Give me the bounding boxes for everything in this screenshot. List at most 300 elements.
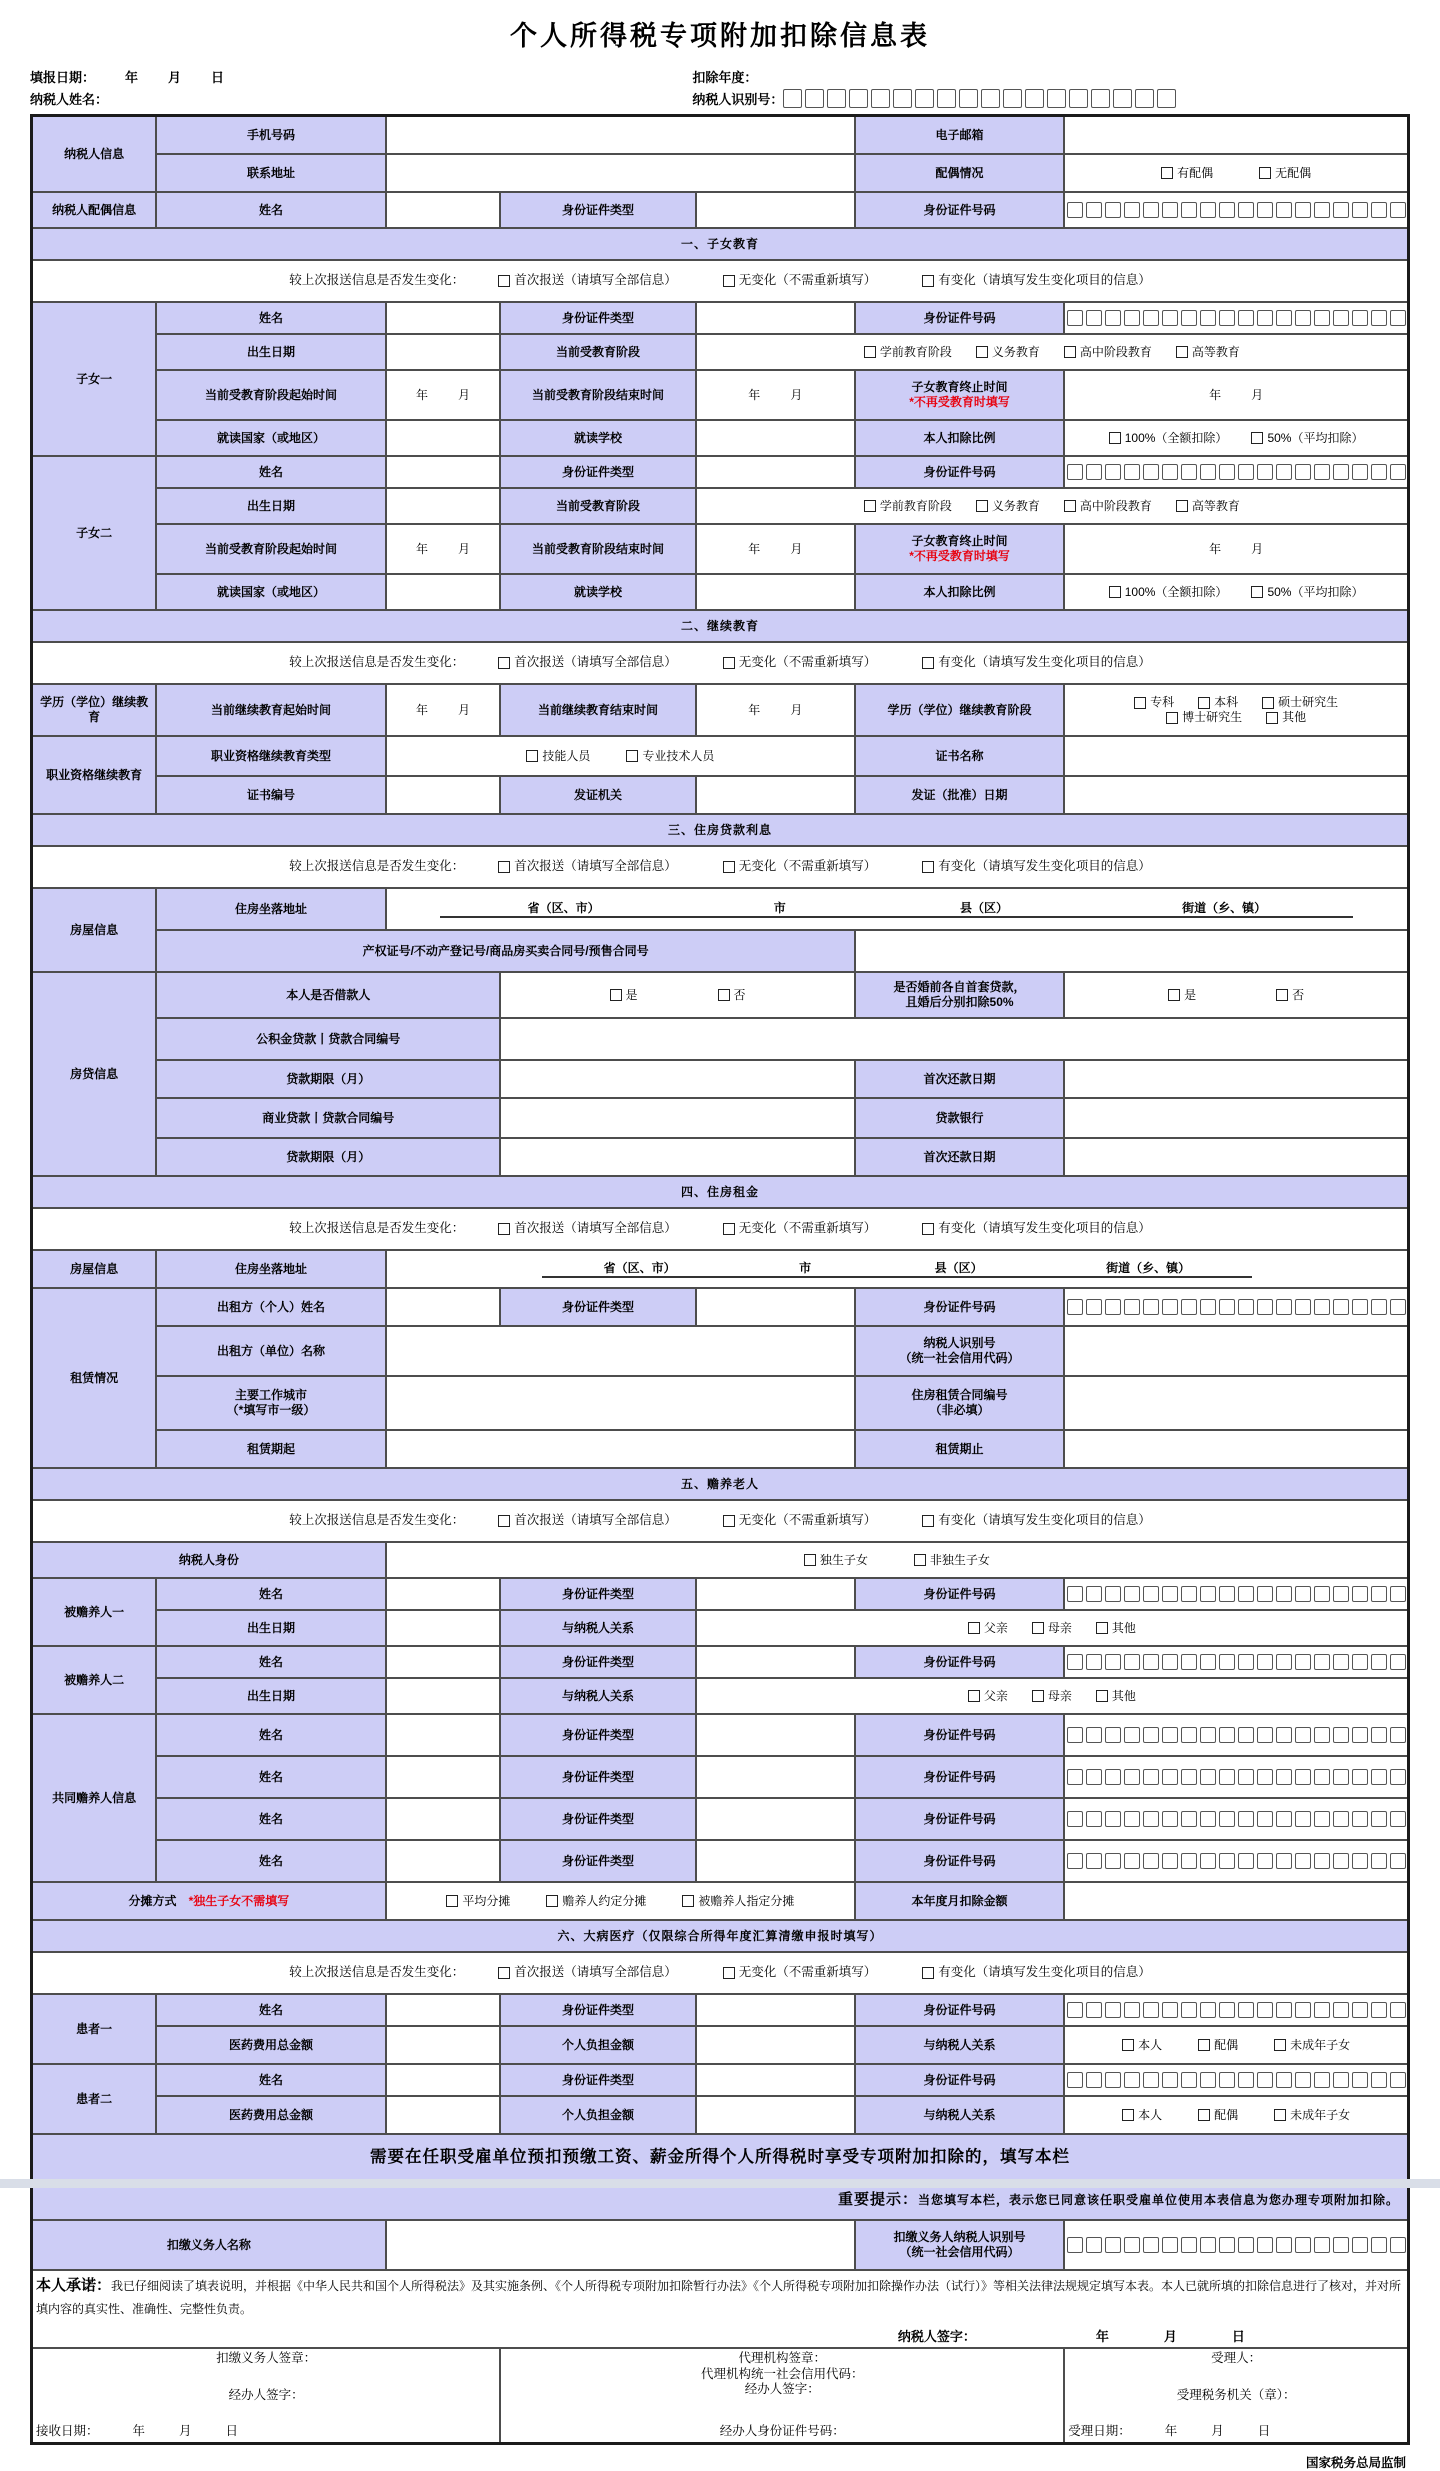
checkbox-option[interactable] xyxy=(864,499,952,514)
checkbox-option[interactable] xyxy=(1262,695,1338,710)
id-checkbox[interactable] xyxy=(1143,1299,1159,1315)
id-checkbox[interactable] xyxy=(1238,1769,1254,1785)
id-checkbox[interactable] xyxy=(1257,1299,1273,1315)
id-checkbox[interactable] xyxy=(1067,2237,1083,2253)
id-checkbox[interactable] xyxy=(1124,1586,1140,1602)
input-loan-bank[interactable] xyxy=(1064,1098,1408,1138)
input-issue-date[interactable] xyxy=(1064,776,1408,814)
id-checkbox[interactable] xyxy=(1257,1727,1273,1743)
id-checkbox[interactable] xyxy=(1162,1654,1178,1670)
id-checkbox[interactable] xyxy=(1276,2002,1292,2018)
id-checkbox[interactable] xyxy=(1200,202,1216,218)
id-checkbox[interactable] xyxy=(1067,1299,1083,1315)
id-checkbox[interactable] xyxy=(1086,464,1102,480)
id-checkbox[interactable] xyxy=(1371,310,1387,326)
id-checkbox[interactable] xyxy=(1276,310,1292,326)
id-checkbox[interactable] xyxy=(1219,1654,1235,1670)
id-checkbox[interactable] xyxy=(1181,1769,1197,1785)
id-checkbox[interactable] xyxy=(1390,1586,1406,1602)
id-checkbox[interactable] xyxy=(1181,2002,1197,2018)
id-checkbox[interactable] xyxy=(1352,1299,1368,1315)
input-issuer[interactable] xyxy=(696,776,855,814)
id-checkbox[interactable] xyxy=(1238,202,1254,218)
id-checkbox[interactable] xyxy=(1276,1654,1292,1670)
id-checkbox[interactable] xyxy=(1295,1586,1311,1602)
input-pat1-id-type[interactable] xyxy=(696,1994,855,2026)
id-checkbox[interactable] xyxy=(1390,1853,1406,1869)
checkbox-option[interactable] xyxy=(1064,499,1152,514)
id-checkbox[interactable] xyxy=(1181,202,1197,218)
id-checkbox[interactable] xyxy=(1162,464,1178,480)
id-checkbox[interactable] xyxy=(1371,1769,1387,1785)
checkbox-option[interactable] xyxy=(498,655,677,671)
id-checkbox[interactable] xyxy=(1181,1586,1197,1602)
id-checkbox[interactable] xyxy=(1295,464,1311,480)
id-number-boxes[interactable] xyxy=(1068,2237,1404,2253)
checkbox-option[interactable] xyxy=(1109,431,1228,446)
id-checkbox[interactable] xyxy=(1371,1654,1387,1670)
id-checkbox[interactable] xyxy=(1314,1769,1330,1785)
id-checkbox[interactable] xyxy=(1124,1853,1140,1869)
input-child2-stage-end[interactable]: 年 月 xyxy=(696,524,855,574)
input-lease-end[interactable] xyxy=(1064,1430,1408,1468)
checkbox-option[interactable] xyxy=(1122,2108,1162,2123)
id-checkbox[interactable] xyxy=(1124,202,1140,218)
checkbox-option[interactable] xyxy=(1096,1621,1136,1636)
id-checkbox[interactable] xyxy=(1238,2002,1254,2018)
id-checkbox[interactable] xyxy=(1181,2237,1197,2253)
id-checkbox[interactable] xyxy=(1003,89,1022,108)
id-checkbox[interactable] xyxy=(1105,2072,1121,2088)
input-landlord-person[interactable] xyxy=(386,1288,500,1326)
agency-signature-cell[interactable] xyxy=(500,2348,1064,2443)
input-child1-stage-end[interactable]: 年 月 xyxy=(696,370,855,420)
id-checkbox[interactable] xyxy=(1238,464,1254,480)
id-checkbox[interactable] xyxy=(1333,1811,1349,1827)
id-checkbox[interactable] xyxy=(1105,202,1121,218)
id-checkbox[interactable] xyxy=(1067,2072,1083,2088)
input-first-repay-2[interactable] xyxy=(1064,1138,1408,1176)
checkbox-option[interactable] xyxy=(922,1513,1151,1529)
id-checkbox[interactable] xyxy=(1390,464,1406,480)
input-pat2-name[interactable] xyxy=(386,2064,500,2096)
id-checkbox[interactable] xyxy=(1238,1654,1254,1670)
id-number-boxes[interactable] xyxy=(1068,1769,1404,1785)
id-checkbox[interactable] xyxy=(1371,464,1387,480)
id-checkbox[interactable] xyxy=(1238,2237,1254,2253)
id-number-boxes[interactable] xyxy=(1068,1853,1404,1869)
id-checkbox[interactable] xyxy=(1371,1586,1387,1602)
checkbox-option[interactable] xyxy=(968,1689,1008,1704)
input-fund-loan[interactable] xyxy=(500,1018,1408,1060)
checkbox-option[interactable] xyxy=(1198,2038,1238,2053)
checkbox-option[interactable] xyxy=(1276,988,1304,1003)
id-checkbox[interactable] xyxy=(1276,464,1292,480)
id-number-boxes[interactable] xyxy=(1068,310,1404,326)
checkbox-option[interactable] xyxy=(723,1965,877,1981)
id-checkbox[interactable] xyxy=(1124,1299,1140,1315)
id-checkbox[interactable] xyxy=(1295,310,1311,326)
id-checkbox[interactable] xyxy=(1257,1654,1273,1670)
id-checkbox[interactable] xyxy=(1295,2072,1311,2088)
id-checkbox[interactable] xyxy=(1333,1654,1349,1670)
id-checkbox[interactable] xyxy=(1371,1727,1387,1743)
id-checkbox[interactable] xyxy=(1105,1299,1121,1315)
input-joint4-id-type[interactable] xyxy=(696,1840,855,1882)
id-checkbox[interactable] xyxy=(1333,1299,1349,1315)
acceptor-signature-cell[interactable] xyxy=(1064,2348,1408,2443)
id-checkbox[interactable] xyxy=(1086,1586,1102,1602)
id-checkbox[interactable] xyxy=(1105,310,1121,326)
checkbox-option[interactable] xyxy=(804,1553,868,1568)
id-checkbox[interactable] xyxy=(1162,2072,1178,2088)
checkbox-option[interactable] xyxy=(976,345,1040,360)
id-checkbox[interactable] xyxy=(1390,2002,1406,2018)
id-checkbox[interactable] xyxy=(1314,2237,1330,2253)
id-checkbox[interactable] xyxy=(849,89,868,108)
id-checkbox[interactable] xyxy=(1143,1727,1159,1743)
id-checkbox[interactable] xyxy=(1105,464,1121,480)
checkbox-option[interactable] xyxy=(914,1553,990,1568)
checkbox-option[interactable] xyxy=(976,499,1040,514)
id-checkbox[interactable] xyxy=(1086,2237,1102,2253)
checkbox-option[interactable] xyxy=(1259,166,1311,181)
id-checkbox[interactable] xyxy=(981,89,1000,108)
id-checkbox[interactable] xyxy=(1219,1727,1235,1743)
id-checkbox[interactable] xyxy=(1352,310,1368,326)
id-checkbox[interactable] xyxy=(1113,89,1132,108)
id-checkbox[interactable] xyxy=(1105,1811,1121,1827)
id-number-boxes[interactable] xyxy=(1068,2072,1404,2088)
id-checkbox[interactable] xyxy=(1314,464,1330,480)
id-checkbox[interactable] xyxy=(1086,2002,1102,2018)
checkbox-option[interactable] xyxy=(446,1894,510,1909)
id-checkbox[interactable] xyxy=(1143,464,1159,480)
id-checkbox[interactable] xyxy=(1390,2072,1406,2088)
id-checkbox[interactable] xyxy=(1257,1853,1273,1869)
checkbox-option[interactable] xyxy=(922,859,1151,875)
id-checkbox[interactable] xyxy=(1390,1299,1406,1315)
id-checkbox[interactable] xyxy=(1314,2002,1330,2018)
checkbox-option[interactable] xyxy=(1096,1689,1136,1704)
id-checkbox[interactable] xyxy=(805,89,824,108)
checkbox-option[interactable] xyxy=(1198,695,1238,710)
checkbox-option[interactable] xyxy=(610,988,638,1003)
input-joint3-name[interactable] xyxy=(386,1798,500,1840)
id-checkbox[interactable] xyxy=(1352,202,1368,218)
input-child2-edu-stop[interactable]: 年 月 xyxy=(1064,524,1408,574)
id-checkbox[interactable] xyxy=(1086,202,1102,218)
input-child2-name[interactable] xyxy=(386,456,500,488)
id-checkbox[interactable] xyxy=(1181,1654,1197,1670)
id-checkbox[interactable] xyxy=(1219,2072,1235,2088)
checkbox-option[interactable] xyxy=(723,655,877,671)
id-checkbox[interactable] xyxy=(1067,2002,1083,2018)
id-checkbox[interactable] xyxy=(1105,2002,1121,2018)
id-checkbox[interactable] xyxy=(1295,202,1311,218)
id-checkbox[interactable] xyxy=(1390,1769,1406,1785)
id-checkbox[interactable] xyxy=(1238,2072,1254,2088)
input-child1-stage-start[interactable]: 年 月 xyxy=(386,370,500,420)
id-checkbox[interactable] xyxy=(1371,1853,1387,1869)
input-pat2-id-type[interactable] xyxy=(696,2064,855,2096)
id-checkbox[interactable] xyxy=(1390,1727,1406,1743)
id-checkbox[interactable] xyxy=(1257,1769,1273,1785)
id-checkbox[interactable] xyxy=(1276,1299,1292,1315)
id-checkbox[interactable] xyxy=(1352,1811,1368,1827)
id-checkbox[interactable] xyxy=(1181,1299,1197,1315)
id-checkbox[interactable] xyxy=(1352,2072,1368,2088)
id-checkbox[interactable] xyxy=(1086,1811,1102,1827)
id-checkbox[interactable] xyxy=(1238,1586,1254,1602)
id-checkbox[interactable] xyxy=(827,89,846,108)
id-checkbox[interactable] xyxy=(1143,1769,1159,1785)
checkbox-option[interactable] xyxy=(922,1221,1151,1237)
id-checkbox[interactable] xyxy=(1047,89,1066,108)
input-cert-name[interactable] xyxy=(1064,736,1408,776)
checkbox-option[interactable] xyxy=(682,1894,794,1909)
checkbox-option[interactable] xyxy=(723,273,877,289)
input-pat2-total[interactable] xyxy=(386,2096,500,2134)
id-checkbox[interactable] xyxy=(1352,464,1368,480)
id-checkbox[interactable] xyxy=(1069,89,1088,108)
id-checkbox[interactable] xyxy=(1124,1811,1140,1827)
id-checkbox[interactable] xyxy=(1200,1727,1216,1743)
checkbox-option[interactable] xyxy=(922,655,1151,671)
id-checkbox[interactable] xyxy=(1219,2237,1235,2253)
id-checkbox[interactable] xyxy=(1124,1769,1140,1785)
id-checkbox[interactable] xyxy=(1314,1811,1330,1827)
checkbox-option[interactable] xyxy=(1251,431,1363,446)
id-checkbox[interactable] xyxy=(1200,2072,1216,2088)
id-checkbox[interactable] xyxy=(1295,2237,1311,2253)
id-checkbox[interactable] xyxy=(1086,1299,1102,1315)
input-dep1-name[interactable] xyxy=(386,1578,500,1610)
checkbox-option[interactable] xyxy=(526,749,590,764)
input-child2-id-type[interactable] xyxy=(696,456,855,488)
checkbox-option[interactable] xyxy=(1274,2038,1350,2053)
id-checkbox[interactable] xyxy=(1276,1586,1292,1602)
input-rent-addr[interactable]: 省（区、市） 市 县（区） 街道（乡、镇） xyxy=(386,1250,1409,1288)
id-checkbox[interactable] xyxy=(1371,2237,1387,2253)
input-child1-id-type[interactable] xyxy=(696,302,855,334)
checkbox-option[interactable] xyxy=(1064,345,1152,360)
checkbox-option[interactable] xyxy=(498,1513,677,1529)
checkbox-option[interactable] xyxy=(1168,988,1196,1003)
input-dep1-birth[interactable] xyxy=(386,1610,500,1646)
id-checkbox[interactable] xyxy=(1200,1299,1216,1315)
checkbox-option[interactable] xyxy=(723,1221,877,1237)
input-commercial-loan[interactable] xyxy=(500,1098,855,1138)
id-checkbox[interactable] xyxy=(937,89,956,108)
id-checkbox[interactable] xyxy=(1067,464,1083,480)
id-checkbox[interactable] xyxy=(1105,1853,1121,1869)
id-checkbox[interactable] xyxy=(1105,1654,1121,1670)
id-checkbox[interactable] xyxy=(1238,1299,1254,1315)
id-checkbox[interactable] xyxy=(1162,1811,1178,1827)
id-checkbox[interactable] xyxy=(1390,1811,1406,1827)
id-checkbox[interactable] xyxy=(1086,310,1102,326)
input-child1-edu-stop[interactable]: 年 月 xyxy=(1064,370,1408,420)
id-checkbox[interactable] xyxy=(1181,1727,1197,1743)
id-number-boxes[interactable] xyxy=(1068,1299,1404,1315)
id-number-boxes[interactable] xyxy=(1068,1811,1404,1827)
input-child2-school[interactable] xyxy=(696,574,855,610)
id-checkbox[interactable] xyxy=(1143,1586,1159,1602)
id-checkbox[interactable] xyxy=(1200,1586,1216,1602)
checkbox-option[interactable] xyxy=(498,273,677,289)
id-checkbox[interactable] xyxy=(1314,1586,1330,1602)
id-checkbox[interactable] xyxy=(1200,310,1216,326)
id-checkbox[interactable] xyxy=(1162,1853,1178,1869)
input-lease-start[interactable] xyxy=(386,1430,855,1468)
checkbox-option[interactable] xyxy=(718,988,746,1003)
id-checkbox[interactable] xyxy=(1124,2002,1140,2018)
checkbox-option[interactable] xyxy=(1274,2108,1350,2123)
id-checkbox[interactable] xyxy=(1257,464,1273,480)
checkbox-option[interactable] xyxy=(1176,499,1240,514)
id-checkbox[interactable] xyxy=(871,89,890,108)
id-checkbox[interactable] xyxy=(1295,1811,1311,1827)
id-checkbox[interactable] xyxy=(1105,1586,1121,1602)
id-checkbox[interactable] xyxy=(1219,310,1235,326)
id-checkbox[interactable] xyxy=(1371,2072,1387,2088)
id-checkbox[interactable] xyxy=(1067,1654,1083,1670)
id-checkbox[interactable] xyxy=(1086,1654,1102,1670)
id-checkbox[interactable] xyxy=(1143,1853,1159,1869)
id-checkbox[interactable] xyxy=(1371,1811,1387,1827)
id-checkbox[interactable] xyxy=(1371,202,1387,218)
input-loan-term-1[interactable] xyxy=(500,1060,855,1098)
input-cont-edu-start[interactable]: 年 月 xyxy=(386,684,500,736)
input-child1-school[interactable] xyxy=(696,420,855,456)
id-checkbox[interactable] xyxy=(1200,1853,1216,1869)
input-pat1-total[interactable] xyxy=(386,2026,500,2064)
id-checkbox[interactable] xyxy=(783,89,802,108)
checkbox-option[interactable] xyxy=(723,859,877,875)
id-checkbox[interactable] xyxy=(1219,464,1235,480)
id-checkbox[interactable] xyxy=(1238,1853,1254,1869)
checkbox-option[interactable] xyxy=(1032,1621,1072,1636)
id-checkbox[interactable] xyxy=(1257,310,1273,326)
id-checkbox[interactable] xyxy=(1333,2002,1349,2018)
input-joint2-name[interactable] xyxy=(386,1756,500,1798)
id-checkbox[interactable] xyxy=(1124,1727,1140,1743)
checkbox-option[interactable] xyxy=(498,1965,677,1981)
id-checkbox[interactable] xyxy=(1333,1769,1349,1785)
id-checkbox[interactable] xyxy=(1219,1769,1235,1785)
id-checkbox[interactable] xyxy=(1295,1853,1311,1869)
input-cont-edu-end[interactable]: 年 月 xyxy=(696,684,855,736)
input-work-city[interactable] xyxy=(386,1376,855,1430)
input-child2-country[interactable] xyxy=(386,574,500,610)
id-checkbox[interactable] xyxy=(1276,1853,1292,1869)
input-joint3-id-type[interactable] xyxy=(696,1798,855,1840)
taxpayer-id-boxes[interactable] xyxy=(783,89,1176,108)
id-checkbox[interactable] xyxy=(1257,1811,1273,1827)
id-checkbox[interactable] xyxy=(1390,202,1406,218)
id-checkbox[interactable] xyxy=(1295,1769,1311,1785)
id-checkbox[interactable] xyxy=(1162,1586,1178,1602)
id-checkbox[interactable] xyxy=(1086,1727,1102,1743)
input-loan-addr[interactable]: 省（区、市） 市 县（区） 街道（乡、镇） xyxy=(386,888,1409,930)
id-checkbox[interactable] xyxy=(1238,310,1254,326)
id-checkbox[interactable] xyxy=(1181,2072,1197,2088)
id-checkbox[interactable] xyxy=(1200,2002,1216,2018)
id-checkbox[interactable] xyxy=(1276,202,1292,218)
id-checkbox[interactable] xyxy=(1067,202,1083,218)
id-checkbox[interactable] xyxy=(1352,1727,1368,1743)
id-checkbox[interactable] xyxy=(1257,2237,1273,2253)
checkbox-option[interactable] xyxy=(498,1221,677,1237)
checkbox-option[interactable] xyxy=(922,1965,1151,1981)
checkbox-option[interactable] xyxy=(1251,585,1363,600)
id-checkbox[interactable] xyxy=(1124,310,1140,326)
checkbox-option[interactable] xyxy=(1266,710,1306,725)
id-checkbox[interactable] xyxy=(1333,2237,1349,2253)
checkbox-option[interactable] xyxy=(1134,695,1174,710)
checkbox-option[interactable] xyxy=(498,859,677,875)
id-checkbox[interactable] xyxy=(1371,2002,1387,2018)
id-checkbox[interactable] xyxy=(1257,2002,1273,2018)
checkbox-option[interactable] xyxy=(968,1621,1008,1636)
id-checkbox[interactable] xyxy=(1200,1769,1216,1785)
id-checkbox[interactable] xyxy=(959,89,978,108)
input-child2-birth[interactable] xyxy=(386,488,500,524)
id-number-boxes[interactable] xyxy=(1068,202,1404,218)
id-checkbox[interactable] xyxy=(1314,2072,1330,2088)
id-checkbox[interactable] xyxy=(1143,310,1159,326)
id-checkbox[interactable] xyxy=(1219,1853,1235,1869)
input-agent-name[interactable] xyxy=(386,2220,855,2270)
input-child2-stage-start[interactable]: 年 月 xyxy=(386,524,500,574)
id-checkbox[interactable] xyxy=(1124,2237,1140,2253)
id-checkbox[interactable] xyxy=(1219,1586,1235,1602)
id-checkbox[interactable] xyxy=(1143,2237,1159,2253)
id-checkbox[interactable] xyxy=(1181,464,1197,480)
checkbox-option[interactable] xyxy=(626,749,714,764)
id-checkbox[interactable] xyxy=(1135,89,1154,108)
checkbox-option[interactable] xyxy=(1032,1689,1072,1704)
input-rent-contract[interactable] xyxy=(1064,1376,1408,1430)
input-property-cert[interactable] xyxy=(855,930,1409,972)
id-checkbox[interactable] xyxy=(1067,1769,1083,1785)
id-checkbox[interactable] xyxy=(1390,1654,1406,1670)
input-pat2-personal[interactable] xyxy=(696,2096,855,2134)
id-checkbox[interactable] xyxy=(1162,310,1178,326)
withholder-signature-cell[interactable] xyxy=(32,2348,501,2443)
checkbox-option[interactable] xyxy=(1161,166,1213,181)
id-checkbox[interactable] xyxy=(1105,1769,1121,1785)
id-number-boxes[interactable] xyxy=(1068,1654,1404,1670)
id-checkbox[interactable] xyxy=(1352,2002,1368,2018)
id-checkbox[interactable] xyxy=(1352,2237,1368,2253)
input-email[interactable] xyxy=(1064,116,1408,155)
id-number-boxes[interactable] xyxy=(1068,1586,1404,1602)
input-landlord-org[interactable] xyxy=(386,1326,855,1376)
id-checkbox[interactable] xyxy=(1333,202,1349,218)
id-checkbox[interactable] xyxy=(1352,1586,1368,1602)
id-checkbox[interactable] xyxy=(1219,202,1235,218)
input-joint1-id-type[interactable] xyxy=(696,1714,855,1756)
id-checkbox[interactable] xyxy=(1295,1727,1311,1743)
id-checkbox[interactable] xyxy=(1181,310,1197,326)
id-checkbox[interactable] xyxy=(1276,2237,1292,2253)
input-dep2-birth[interactable] xyxy=(386,1678,500,1714)
input-child1-name[interactable] xyxy=(386,302,500,334)
checkbox-option[interactable] xyxy=(1109,585,1228,600)
id-checkbox[interactable] xyxy=(1257,2072,1273,2088)
